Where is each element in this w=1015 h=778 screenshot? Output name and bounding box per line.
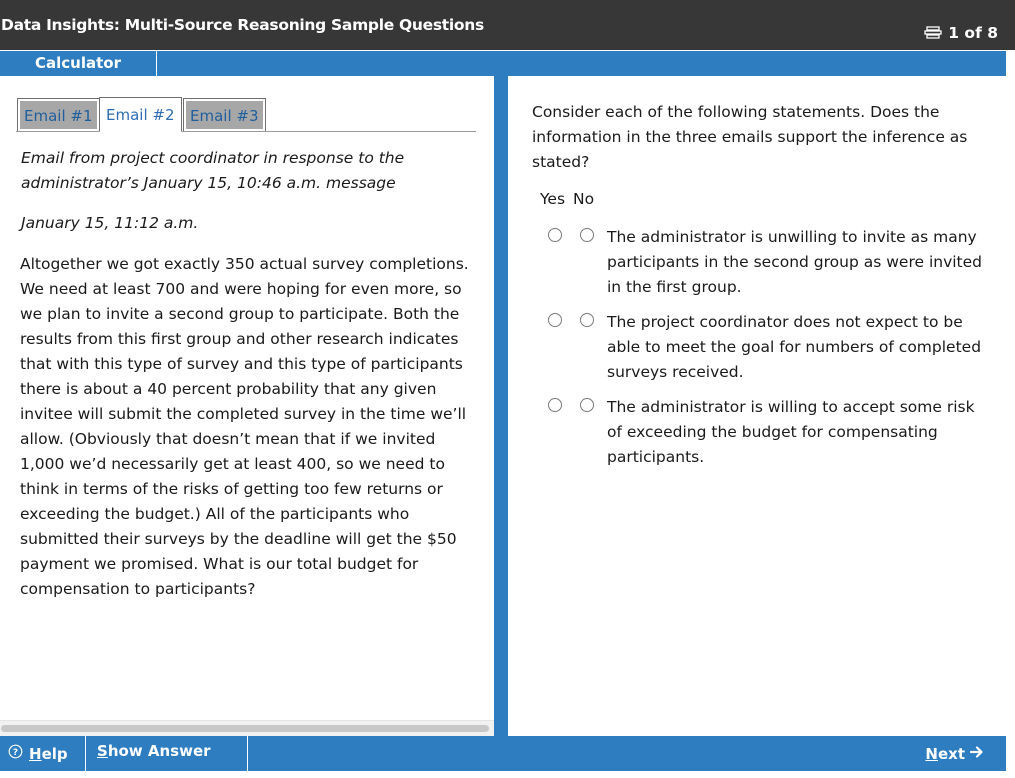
yes-radio[interactable] xyxy=(548,398,562,412)
email-tabs xyxy=(16,97,476,132)
scrollbar-thumb[interactable] xyxy=(1,725,489,732)
no-header: No xyxy=(573,190,595,208)
statement-text: The administrator is willing to accept some risk of exceeding the budget for compensating participants. xyxy=(607,398,975,466)
pane-divider xyxy=(494,76,508,736)
source-pane xyxy=(0,76,494,736)
email-body: Altogether we got exactly 350 actual survey completions. We need at least 700 and were hoping for even more, so we plan to invite a second group to participate. Both the results from this first group and other research indicates that with this type of survey and this type of participants there is about a 40 percent probability that any given invitee will submit the completed survey in the time we’ll allow. (Obviously that doesn’t mean that if we invited 1,000 we’d necessarily get at least 400, so we need to think in terms of the risks of getting too few returns or exceeding the budget.) All of the participants who submitted their surveys by the deadline will get the $50 payment we promised. What is our total budget for compensation to participants? xyxy=(20,255,469,598)
no-radio[interactable] xyxy=(580,398,594,412)
statement-text: The administrator is unwilling to invite as many participants in the second group as were invited in the first group. xyxy=(607,228,983,296)
page-title: Data Insights: Multi-Source Reasoning Sample Questions xyxy=(1,16,484,34)
answer-column-headers xyxy=(540,190,602,208)
question-prompt: Consider each of the following statements. Does the information in the three emails support the inference as stated? xyxy=(532,103,968,171)
yes-header: Yes xyxy=(540,190,566,208)
title-bar xyxy=(0,0,1015,50)
toolbar xyxy=(0,51,1006,76)
help-label: Help xyxy=(29,744,68,763)
no-radio[interactable] xyxy=(580,228,594,242)
next-button[interactable] xyxy=(925,736,984,771)
tab-email-1[interactable]: Email #1 xyxy=(17,98,100,131)
no-radio[interactable] xyxy=(580,313,594,327)
help-icon xyxy=(8,744,23,763)
horizontal-scrollbar[interactable] xyxy=(0,720,494,736)
counter-text: 1 of 8 xyxy=(948,24,998,42)
next-label: Next xyxy=(925,744,965,763)
footer-bar xyxy=(0,736,1006,771)
stack-icon xyxy=(924,26,942,40)
tab-email-2[interactable]: Email #2 xyxy=(99,97,182,132)
yes-radio[interactable] xyxy=(548,228,562,242)
show-answer-button[interactable]: Show Answer xyxy=(87,736,248,771)
arrow-right-icon xyxy=(970,739,984,769)
svg-text:?: ? xyxy=(12,748,19,758)
calculator-button[interactable]: Calculator xyxy=(0,51,157,76)
question-counter xyxy=(924,24,998,42)
yes-radio[interactable] xyxy=(548,313,562,327)
page-edge xyxy=(1006,51,1015,778)
email-subheading: Email from project coordinator in response to the administrator’s January 15, 10:46 a.m. message xyxy=(21,149,405,192)
question-pane xyxy=(508,76,1006,736)
tab-email-3[interactable]: Email #3 xyxy=(183,98,266,131)
help-button[interactable] xyxy=(0,736,86,771)
statement-text: The project coordinator does not expect to be able to meet the goal for numbers of completed surveys received. xyxy=(607,313,982,381)
email-date: January 15, 11:12 a.m. xyxy=(21,214,199,232)
